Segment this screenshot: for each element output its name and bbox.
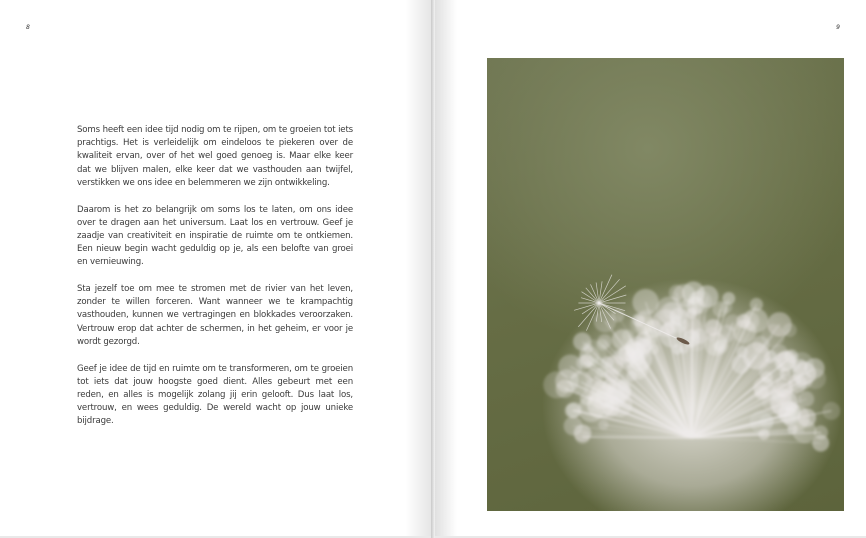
dandelion-photo	[487, 58, 844, 511]
seed-tuft	[635, 315, 654, 334]
seed-tuft	[692, 329, 707, 344]
dandelion-illustration	[487, 58, 844, 511]
seed-tuft	[565, 403, 580, 418]
page-gutter-shadow	[405, 0, 431, 536]
seed-tuft	[670, 308, 688, 326]
seed-tuft	[601, 356, 614, 369]
seed-tuft	[750, 410, 774, 434]
seed-tuft	[672, 344, 683, 355]
seed-tuft	[759, 358, 785, 384]
page-gutter-shadow	[435, 0, 457, 536]
right-page	[435, 0, 866, 536]
seed-tuft	[594, 397, 606, 409]
seed-tuft	[622, 329, 634, 341]
paragraph: Geef je idee de tijd en ruimte om te transformeren, om te groeien tot iets dat jouw hoogste goed dient. Alles gebeurt met een reden, en alles is mogelijk zolang jij erin gelooft. Dus laat los, vertrouw, en wees geduldig. De wereld wacht op jouw unieke bijdrage.	[77, 363, 353, 427]
seed-tuft	[798, 391, 814, 407]
seed-tuft	[798, 409, 816, 427]
seed-tuft	[662, 323, 674, 335]
seed-tuft	[598, 420, 608, 430]
seed-tuft	[573, 332, 591, 350]
seed-tuft	[772, 394, 794, 416]
seed-tuft	[725, 314, 742, 331]
seed-tuft	[626, 371, 637, 382]
body-text	[77, 124, 353, 442]
seed-tuft	[736, 346, 748, 358]
seed-tuft	[796, 372, 813, 389]
seed-tuft	[814, 425, 828, 439]
paragraph: Sta jezelf toe om mee te stromen met de rivier van het leven, zonder te willen forceren. Want wanneer we te krampachtig vasthouden, kunnen we vertragingen en blokkades veroorzaken. Vertrouw erop dat achter de schermen, in het geheim, er voor je wordt gezorgd.	[77, 284, 353, 347]
seed-tuft	[767, 312, 792, 337]
seed-tuft	[686, 309, 697, 320]
seed-tuft	[596, 339, 608, 351]
paragraph: Soms heeft een idee tijd nodig om te rijpen, om te groeien tot iets prachtigs. Het is verleidelijk om eindeloos te piekeren over de kwaliteit ervan, over of het wel goed genoeg is. Maar elke keer dat we blijven malen, elke keer dat we vasthouden aan twijfel, verstikken we ons idee en belemmeren we zijn ontwikkeling.	[77, 125, 353, 188]
seed-tuft	[594, 310, 617, 333]
seed-tuft	[722, 292, 735, 305]
paragraph: Daarom is het zo belangrijk om soms los te laten, om ons idee over te dragen aan het universum. Laat los en vertrouw. Geef je zaadje van creativiteit en inspiratie de ruimte om te ontkiemen. Een nieuw begin wacht geduldig op je, als een belofte van groei en vernieuwing.	[77, 204, 353, 268]
page-number-left: 8	[26, 24, 30, 31]
left-page	[0, 0, 431, 536]
page-number-right: 9	[836, 24, 840, 31]
seed-tuft	[574, 424, 592, 442]
seed-tuft	[558, 355, 582, 379]
seed-tuft	[682, 281, 705, 304]
seed-tuft	[787, 424, 797, 434]
seed-tuft	[822, 402, 840, 420]
